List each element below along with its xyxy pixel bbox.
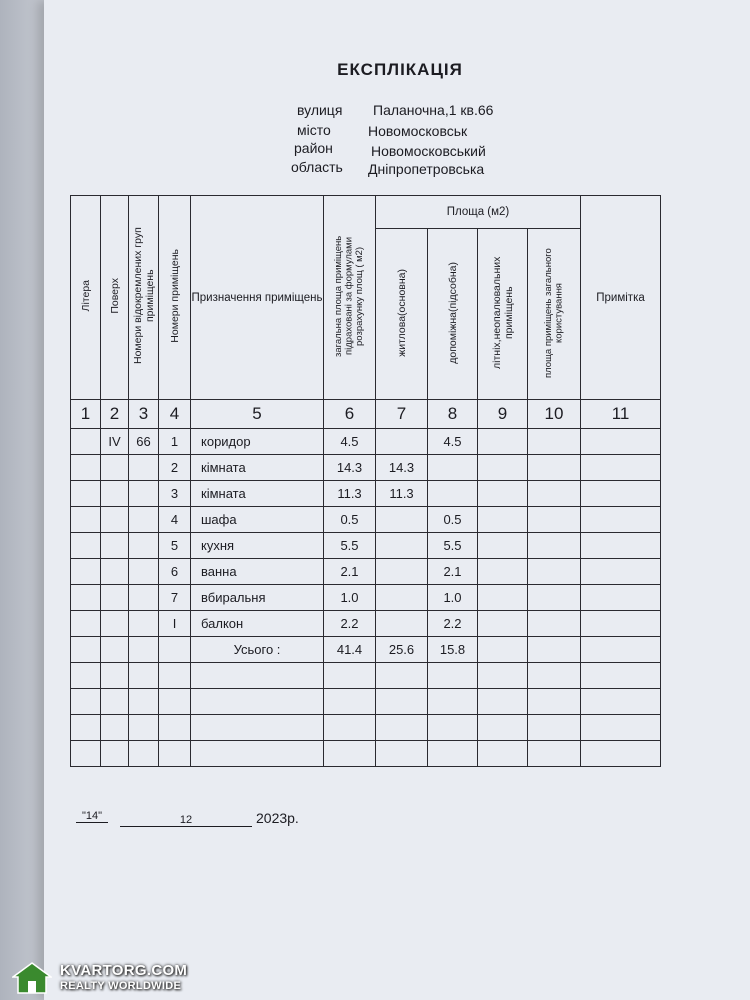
cell-room-number: 4: [159, 507, 191, 533]
cell-litera: [71, 611, 101, 637]
cell-empty: [528, 455, 581, 481]
cell-total-area: 0.5: [324, 507, 376, 533]
cell-room-name: коридор: [191, 429, 324, 455]
cell-litera: [71, 429, 101, 455]
cell-empty: [581, 481, 661, 507]
cell-aux-area: 2.2: [428, 611, 478, 637]
header-area-group: Площа (м2): [376, 196, 581, 229]
explication-table: [70, 195, 661, 767]
cell-empty: [129, 637, 159, 663]
cell-empty: [528, 481, 581, 507]
cell-group: [129, 507, 159, 533]
cell-litera: [71, 533, 101, 559]
cell-empty: [478, 585, 528, 611]
cell-group: 66: [129, 429, 159, 455]
cell-living-area: 11.3: [376, 481, 428, 507]
cell-empty: [528, 637, 581, 663]
cell-living-area: [376, 429, 428, 455]
total-row: [71, 637, 661, 663]
cell-empty: [478, 559, 528, 585]
watermark-line1: KVARTORG.COM: [60, 962, 188, 979]
cell-total-area: 5.5: [324, 533, 376, 559]
cell-floor: IV: [101, 429, 129, 455]
cell-total-area: 2.2: [324, 611, 376, 637]
cell-empty: [478, 455, 528, 481]
cell-group: [129, 455, 159, 481]
cell-empty: [478, 481, 528, 507]
cell-floor: [101, 611, 129, 637]
cell-empty: [528, 559, 581, 585]
header-auxiliary: допоміжна(підсобна): [428, 229, 478, 400]
cell-empty: [159, 637, 191, 663]
cell-group: [129, 481, 159, 507]
address-street-value: Паланочна,1 кв.66: [373, 102, 494, 118]
column-number: 9: [478, 400, 528, 429]
cell-aux-area: 1.0: [428, 585, 478, 611]
living-area-sum: 25.6: [376, 637, 428, 663]
table-row: [71, 481, 661, 507]
cell-aux-area: 0.5: [428, 507, 478, 533]
cell-living-area: 14.3: [376, 455, 428, 481]
cell-aux-area: [428, 455, 478, 481]
date-month: 12: [120, 814, 252, 827]
table-row: [71, 507, 661, 533]
date-day: "14": [76, 810, 108, 823]
column-number: 3: [129, 400, 159, 429]
cell-group: [129, 585, 159, 611]
total-area-sum: 41.4: [324, 637, 376, 663]
header-floor: Поверх: [101, 196, 129, 400]
date-year: 2023р.: [256, 810, 299, 826]
column-number: 6: [324, 400, 376, 429]
empty-row: [71, 741, 661, 767]
cell-litera: [71, 507, 101, 533]
column-number: 10: [528, 400, 581, 429]
cell-aux-area: [428, 481, 478, 507]
cell-room-name: кімната: [191, 455, 324, 481]
cell-room-name: кімната: [191, 481, 324, 507]
cell-living-area: [376, 507, 428, 533]
address-district-value: Новомосковський: [371, 143, 486, 159]
column-number: 5: [191, 400, 324, 429]
house-icon: [12, 962, 52, 994]
cell-room-number: 3: [159, 481, 191, 507]
header-litera: Літера: [71, 196, 101, 400]
cell-empty: [528, 585, 581, 611]
cell-group: [129, 559, 159, 585]
adjacent-page-edge: [0, 0, 44, 1000]
column-number: 4: [159, 400, 191, 429]
cell-empty: [528, 611, 581, 637]
address-region-label: область: [291, 159, 343, 175]
cell-living-area: [376, 559, 428, 585]
cell-empty: [478, 533, 528, 559]
cell-empty: [581, 559, 661, 585]
header-summer: літніх,неопалювальних приміщень: [478, 229, 528, 400]
table-row: [71, 533, 661, 559]
cell-empty: [581, 533, 661, 559]
empty-row: [71, 715, 661, 741]
header-note: Примітка: [581, 196, 661, 400]
cell-empty: [478, 637, 528, 663]
cell-litera: [71, 481, 101, 507]
cell-room-number: I: [159, 611, 191, 637]
cell-floor: [101, 559, 129, 585]
cell-aux-area: 2.1: [428, 559, 478, 585]
empty-row: [71, 663, 661, 689]
address-street-label: вулиця: [297, 102, 343, 118]
cell-empty: [528, 429, 581, 455]
table-row: [71, 559, 661, 585]
cell-total-area: 1.0: [324, 585, 376, 611]
cell-empty: [478, 611, 528, 637]
header-common: площа приміщень загального користування: [528, 229, 581, 400]
cell-room-name: кухня: [191, 533, 324, 559]
cell-floor: [101, 585, 129, 611]
cell-total-area: 2.1: [324, 559, 376, 585]
cell-litera: [71, 585, 101, 611]
cell-room-number: 5: [159, 533, 191, 559]
watermark-logo: [8, 960, 188, 996]
table-row: [71, 455, 661, 481]
cell-group: [129, 611, 159, 637]
cell-empty: [581, 611, 661, 637]
cell-floor: [101, 533, 129, 559]
cell-aux-area: 4.5: [428, 429, 478, 455]
cell-empty: [478, 429, 528, 455]
address-city-value: Новомосковськ: [368, 123, 468, 139]
header-living: житлова(основна): [376, 229, 428, 400]
cell-total-area: 14.3: [324, 455, 376, 481]
cell-room-number: 1: [159, 429, 191, 455]
column-number-row: [71, 400, 661, 429]
cell-floor: [101, 455, 129, 481]
cell-total-area: 4.5: [324, 429, 376, 455]
cell-room-name: ванна: [191, 559, 324, 585]
cell-aux-area: 5.5: [428, 533, 478, 559]
table-row: [71, 585, 661, 611]
cell-empty: [581, 429, 661, 455]
cell-living-area: [376, 585, 428, 611]
cell-empty: [528, 507, 581, 533]
watermark-line2: REALTY WORLDWIDE: [60, 980, 182, 992]
cell-empty: [581, 507, 661, 533]
cell-group: [129, 533, 159, 559]
address-district-label: район: [294, 140, 333, 156]
cell-floor: [101, 481, 129, 507]
table-row: [71, 611, 661, 637]
cell-empty: [101, 637, 129, 663]
cell-room-number: 2: [159, 455, 191, 481]
table-row: [71, 429, 661, 455]
address-region-value: Дніпропетровська: [368, 161, 485, 177]
empty-row: [71, 689, 661, 715]
cell-living-area: [376, 533, 428, 559]
header-purpose: Призначення приміщень: [191, 196, 324, 400]
cell-litera: [71, 559, 101, 585]
cell-litera: [71, 455, 101, 481]
cell-room-name: балкон: [191, 611, 324, 637]
cell-floor: [101, 507, 129, 533]
cell-empty: [581, 585, 661, 611]
column-number: 8: [428, 400, 478, 429]
column-number: 11: [581, 400, 661, 429]
cell-empty: [581, 455, 661, 481]
cell-empty: [528, 533, 581, 559]
cell-room-number: 6: [159, 559, 191, 585]
cell-room-name: шафа: [191, 507, 324, 533]
document-title: ЕКСПЛІКАЦІЯ: [337, 60, 463, 79]
address-city-label: місто: [297, 122, 331, 138]
header-total-area: загальна площа приміщень підраховані за формулами розрахунку площ ( м2): [324, 196, 376, 400]
cell-empty: [478, 507, 528, 533]
column-number: 2: [101, 400, 129, 429]
column-number: 1: [71, 400, 101, 429]
cell-total-area: 11.3: [324, 481, 376, 507]
cell-empty: [71, 637, 101, 663]
total-label: Усього :: [191, 637, 324, 663]
aux-area-sum: 15.8: [428, 637, 478, 663]
column-number: 7: [376, 400, 428, 429]
header-group-numbers: Номери відокремлених груп приміщень: [129, 196, 159, 400]
header-room-numbers: Номери приміщень: [159, 196, 191, 400]
cell-room-name: вбиральня: [191, 585, 324, 611]
cell-empty: [581, 637, 661, 663]
cell-living-area: [376, 611, 428, 637]
cell-room-number: 7: [159, 585, 191, 611]
